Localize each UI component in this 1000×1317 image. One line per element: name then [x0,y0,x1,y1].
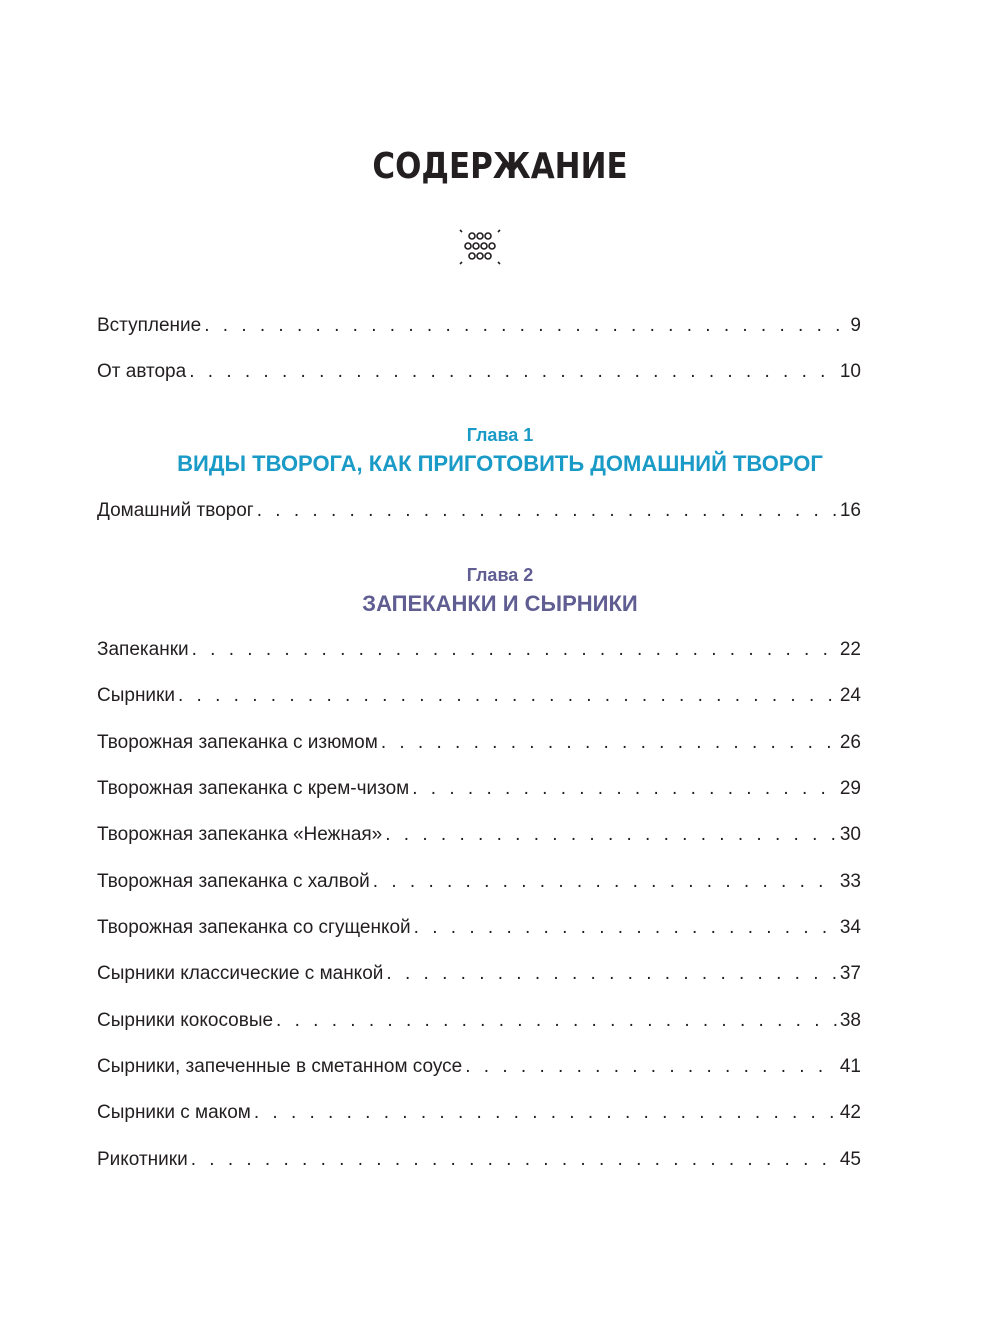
toc-entry-title: Творожная запеканка «Нежная» [97,824,383,845]
toc-entry-title: Запеканки [97,639,189,660]
toc-entry[interactable] [97,357,861,387]
toc-entry-page: 10 [839,361,861,382]
dot-leader [257,496,837,526]
toc-entry-title: Сырники [97,685,175,706]
toc-entry[interactable] [97,311,861,341]
dot-leader [204,311,847,341]
toc-entry-title: Вступление [97,315,202,336]
dot-leader [254,1098,837,1128]
toc-entry-title: Рикотники [97,1149,188,1170]
table-of-contents [97,0,861,1317]
page-title: СОДЕРЖАНИЕ [372,146,628,187]
dot-leader [385,820,837,850]
dot-leader [386,959,836,989]
toc-entry-page: 34 [839,917,861,938]
toc-entry-title: Сырники классические с манкой [97,963,384,984]
toc-entry-page: 16 [839,500,861,521]
chapter-title: ЗАПЕКАНКИ И СЫРНИКИ [362,591,638,616]
dot-leader [276,1006,837,1036]
toc-entry[interactable] [97,635,861,665]
dot-leader [373,867,837,897]
dot-leader [191,1145,837,1175]
toc-entry-title: Сырники, запеченные в сметанном соусе [97,1056,463,1077]
toc-entry-title: Творожная запеканка с изюмом [97,732,378,753]
toc-entry-page: 30 [839,824,861,845]
toc-entry[interactable] [97,867,861,897]
toc-entry-page: 38 [839,1010,861,1031]
toc-entry[interactable] [97,1006,861,1036]
dot-leader [192,635,837,665]
dot-leader [178,681,837,711]
toc-entry-page: 26 [839,732,861,753]
toc-entry[interactable] [97,681,861,711]
toc-entry[interactable] [97,1052,861,1082]
dot-leader [189,357,837,387]
dot-leader [381,728,837,758]
dot-leader [465,1052,837,1082]
toc-entry[interactable] [97,913,861,943]
toc-entry[interactable] [97,1098,861,1128]
toc-entry-page: 9 [850,315,861,336]
toc-entry-title: Творожная запеканка с крем-чизом [97,778,410,799]
toc-entry-page: 37 [839,963,861,984]
chapter-title: ВИДЫ ТВОРОГА, КАК ПРИГОТОВИТЬ ДОМАШНИЙ ТВОРОГ [177,451,823,476]
toc-entry-title: Творожная запеканка со сгущенкой [97,917,411,938]
toc-entry[interactable] [97,1145,861,1175]
toc-entry[interactable] [97,959,861,989]
toc-entry[interactable] [97,728,861,758]
toc-entry-title: От автора [97,361,187,382]
chapter-label: Глава 1 [466,425,534,445]
toc-entry-page: 33 [839,871,861,892]
toc-entry-page: 22 [839,639,861,660]
toc-entry-page: 29 [839,778,861,799]
toc-entry-title: Сырники с маком [97,1102,251,1123]
toc-entry-page: 45 [839,1149,861,1170]
toc-entry-page: 24 [839,685,861,706]
toc-entry-title: Сырники кокосовые [97,1010,274,1031]
toc-entry-title: Творожная запеканка с халвой [97,871,370,892]
dot-leader [414,913,837,943]
toc-entry-page: 42 [839,1102,861,1123]
toc-entry-title: Домашний творог [97,500,254,521]
toc-entry[interactable] [97,774,861,804]
toc-entry-page: 41 [839,1056,861,1077]
toc-entry[interactable] [97,820,861,850]
dot-leader [412,774,837,804]
toc-entry[interactable] [97,496,861,526]
chapter-label: Глава 2 [466,565,534,585]
